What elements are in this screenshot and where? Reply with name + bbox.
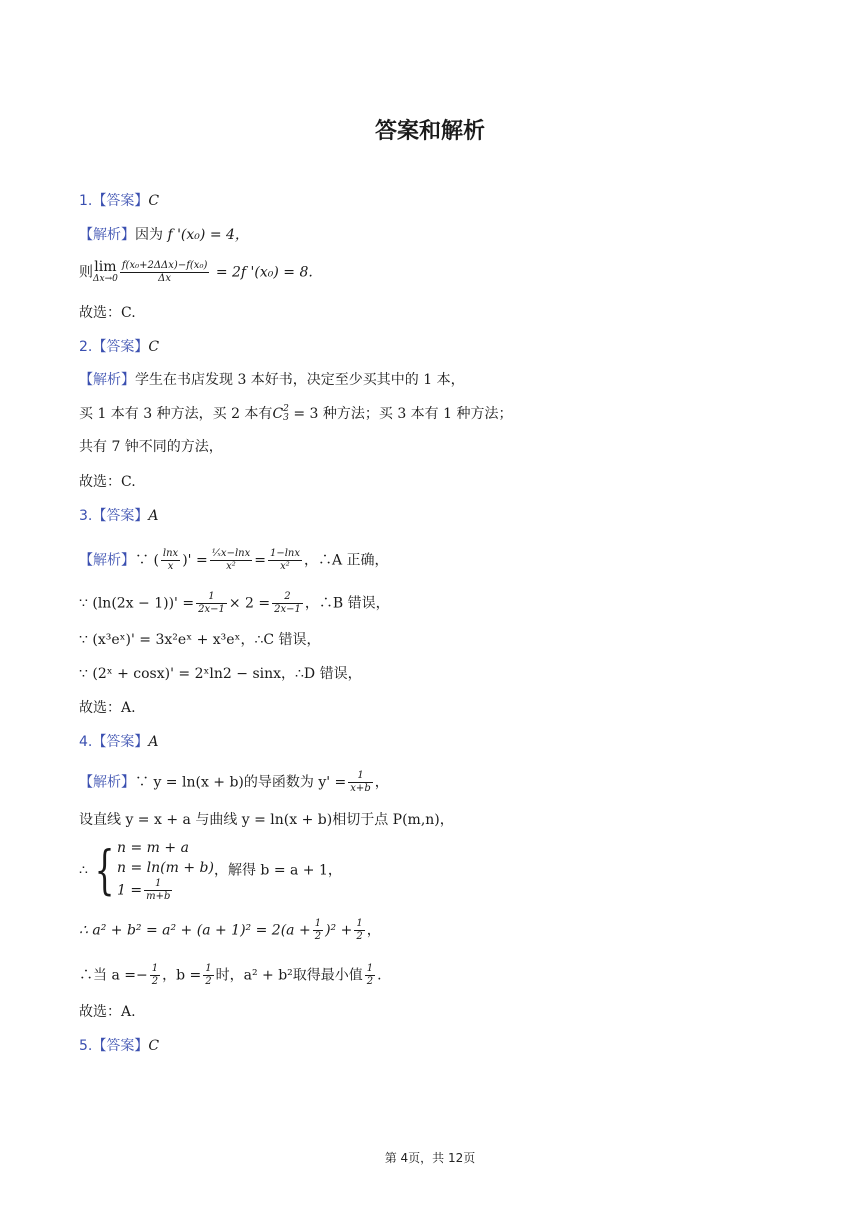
q1-conclusion: 故选：C. <box>79 305 136 321</box>
fraction-denominator: Δx <box>158 273 172 284</box>
q2-conclusion: 故选：C. <box>79 474 136 490</box>
fraction-denominator: x+b <box>350 783 371 794</box>
q2-header <box>79 337 159 357</box>
q5-answer: C <box>148 1038 160 1054</box>
q4-l5-pre: ∴当 a =− <box>79 967 148 984</box>
lim-subscript: Δx→0 <box>93 273 118 284</box>
system-row-2: n = ln(m + b) <box>117 860 214 876</box>
q4-l4-frac1 <box>313 918 323 943</box>
fraction-numerator: 1 <box>314 918 322 929</box>
q1-analysis-line1 <box>79 225 249 245</box>
q3-l1-mid: )' = <box>182 552 208 569</box>
q2-analysis-line2 <box>79 404 513 424</box>
fraction-denominator: x <box>167 561 174 572</box>
q2-analysis-tag: 【解析】 <box>79 372 135 388</box>
fraction-numerator: ¹⁄ₓx−lnx <box>211 548 251 559</box>
fraction-denominator: x² <box>226 561 236 572</box>
fraction-numerator: lnx <box>162 548 179 559</box>
fraction-denominator: 2x−1 <box>198 604 225 615</box>
q4-l5-frac1 <box>150 963 160 988</box>
q2-combination: C <box>272 406 284 422</box>
fraction-numerator: 1 <box>205 963 212 974</box>
q4-analysis-line2: 设直线 y = x + a 与曲线 y = ln(x + b)相切于点 P(m,n)， <box>79 812 454 828</box>
q3-frac3 <box>268 548 302 573</box>
fraction-denominator: 2 <box>314 931 322 942</box>
fraction-numerator: 1−lnx <box>269 548 300 559</box>
q3-answer: A <box>148 508 159 524</box>
q4-l5-frac2 <box>203 963 213 988</box>
q3-analysis-tag: 【解析】 <box>79 552 135 569</box>
system-row-3: 1 = <box>117 882 143 899</box>
q1-prefix: 则 <box>79 264 93 281</box>
q4-l1-frac <box>348 770 372 795</box>
q4-l5-frac3 <box>365 963 375 988</box>
q4-analysis-tag: 【解析】 <box>79 774 135 791</box>
q2-text2b: = 3 种方法；买 3 本有 1 种方法； <box>288 406 513 422</box>
fraction-numerator: 1 <box>151 963 159 974</box>
q3-l1-end: ，∴A 正确， <box>304 552 389 569</box>
q5-header <box>79 1036 159 1056</box>
q1-answer-tag: 【答案】 <box>92 193 149 209</box>
q4-l4-mid: )² + <box>325 922 353 939</box>
q2-number: 2. <box>79 339 93 355</box>
fraction-denominator: 2x−1 <box>274 604 301 615</box>
q1-result: = 2f '(x₀) = 8. <box>215 264 313 281</box>
q1-analysis-line2 <box>79 260 313 285</box>
q5-answer-tag: 【答案】 <box>92 1038 149 1054</box>
fraction-denominator: 2 <box>151 976 159 987</box>
q3-analysis-line2 <box>79 591 390 616</box>
q5-number: 5. <box>79 1038 93 1054</box>
q3-l2-frac2 <box>272 591 303 616</box>
fraction-numerator: 1 <box>348 770 372 783</box>
fraction-numerator: 2 <box>272 591 303 604</box>
q2-text2a: 买 1 本有 3 种方法，买 2 本有 <box>79 406 273 422</box>
q1-fraction <box>120 260 210 285</box>
q4-l5-mid1: ，b = <box>162 967 202 984</box>
q4-answer: A <box>148 734 159 750</box>
fraction-numerator: 1 <box>356 918 363 929</box>
q2-text1: 学生在书店发现 3 本好书，决定至少买其中的 1 本， <box>135 372 465 388</box>
q4-l5-end: . <box>377 967 382 984</box>
fraction-denominator: 2 <box>205 976 212 987</box>
q4-l1-end: ， <box>374 774 389 791</box>
q4-header <box>79 732 158 752</box>
q4-l4-pre: ∴ a² + b² = a² + (a + 1)² = 2(a + <box>79 922 311 939</box>
q3-answer-tag: 【答案】 <box>92 508 149 524</box>
q4-system-after: ，解得 b = a + 1， <box>213 862 342 879</box>
q3-l1-eq: = <box>254 552 266 569</box>
q3-analysis-line3: ∵ (x³eˣ)' = 3x²eˣ + x³eˣ，∴C 错误， <box>79 632 321 648</box>
left-brace-icon: { <box>94 840 115 901</box>
q3-frac1 <box>161 548 180 573</box>
fraction-denominator: 2 <box>366 976 374 987</box>
q3-analysis-line1 <box>79 548 389 573</box>
q3-frac2 <box>210 548 253 573</box>
q3-conclusion: 故选：A. <box>79 700 136 716</box>
q2-answer: C <box>148 339 160 355</box>
q2-comb-sup: 2 <box>283 404 289 414</box>
fraction-denominator: x² <box>280 561 290 572</box>
q4-therefore: ∴ <box>79 862 88 879</box>
q3-l2-frac1 <box>196 591 227 616</box>
q3-number: 3. <box>79 508 93 524</box>
q3-header <box>79 506 158 526</box>
q1-answer: C <box>148 193 160 209</box>
q3-l1-pre: ∵ ( <box>135 552 159 569</box>
q3-l2-pre: ∵ (ln(2x − 1))' = <box>79 595 195 612</box>
fraction-numerator: 1 <box>196 591 227 604</box>
fraction-numerator: 1 <box>366 963 374 974</box>
q4-sys-frac <box>144 878 172 903</box>
q4-analysis-line1 <box>79 770 389 795</box>
q4-system <box>79 838 342 903</box>
fraction-numerator: 1 <box>144 878 172 891</box>
q3-l2-end: ，∴B 错误， <box>304 595 390 612</box>
page-title: 答案和解析 <box>374 119 485 144</box>
q4-answer-tag: 【答案】 <box>92 734 149 750</box>
q4-l1-text: ∵ y = ln(x + b)的导函数为 y' = <box>135 774 347 791</box>
page-footer: 第 4页，共 12页 <box>384 1151 476 1165</box>
fraction-denominator: m+b <box>146 891 171 902</box>
q1-text: 因为 <box>135 227 163 243</box>
q2-comb-sub: 3 <box>283 413 289 423</box>
q4-l4-frac2 <box>354 918 364 943</box>
q2-answer-tag: 【答案】 <box>92 339 149 355</box>
q2-analysis-line3: 共有 7 钟不同的方法， <box>79 439 223 455</box>
system-row-1: n = m + a <box>117 840 189 856</box>
fraction-denominator: 2 <box>356 931 363 942</box>
q3-analysis-line4: ∵ (2ˣ + cosx)' = 2ˣln2 − sinx，∴D 错误， <box>79 666 362 682</box>
q4-conclusion: 故选：A. <box>79 1004 136 1020</box>
q4-l5-mid2: 时，a² + b²取得最小值 <box>215 967 363 984</box>
q1-math: f '(x₀) = 4， <box>167 227 249 243</box>
fraction-numerator: f(x₀+2ΔΔx)−f(x₀) <box>121 260 208 271</box>
q1-header <box>79 191 159 211</box>
q4-analysis-line5 <box>79 963 382 988</box>
q1-limit <box>93 258 118 285</box>
q4-l4-end: ， <box>366 922 381 939</box>
q1-number: 1. <box>79 193 93 209</box>
lim-label: lim <box>94 258 117 275</box>
q4-system-rows <box>117 838 214 903</box>
q4-number: 4. <box>79 734 93 750</box>
q3-l2-mid: × 2 = <box>228 595 271 612</box>
q2-analysis-line1 <box>79 370 465 390</box>
q4-analysis-line4 <box>79 918 381 943</box>
q1-analysis-tag: 【解析】 <box>79 227 135 243</box>
